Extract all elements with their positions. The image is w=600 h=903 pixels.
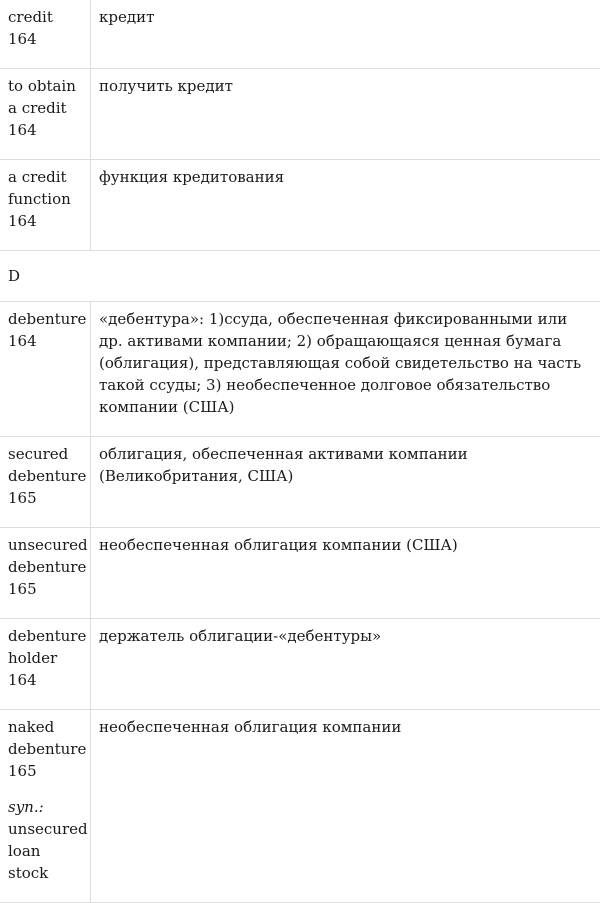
- term-cell: to obtain a credit 164: [0, 69, 91, 160]
- synonym-value: unsecured loan stock: [8, 820, 88, 882]
- term-cell: a credit function 164: [0, 160, 91, 251]
- table-row: [0, 69, 600, 160]
- term-cell: unsecured debenture 165: [0, 528, 91, 619]
- table-row: [0, 160, 600, 251]
- definition-cell: получить кредит: [91, 69, 600, 160]
- term-text: naked debenture 165: [8, 716, 83, 782]
- table-row: [0, 528, 600, 619]
- definition-cell: облигация, обеспеченная активами компании (Великобритания, США): [91, 437, 600, 528]
- table-row: [0, 437, 600, 528]
- term-cell: [0, 710, 91, 903]
- term-cell: credit 164: [0, 0, 91, 69]
- synonym-block: [8, 796, 83, 884]
- definition-cell: кредит: [91, 0, 600, 69]
- definition-cell: необеспеченная облигация компании (США): [91, 528, 600, 619]
- term-cell: debenture 164: [0, 302, 91, 437]
- definition-cell: держатель облигации-«дебентуры»: [91, 619, 600, 710]
- table-row: [0, 710, 600, 903]
- definition-cell: функция кредитования: [91, 160, 600, 251]
- term-cell: debenture holder 164: [0, 619, 91, 710]
- definition-cell: необеспеченная облигация компании: [91, 710, 600, 903]
- definition-cell: «дебентура»: 1)ссуда, обеспеченная фиксированными или др. активами компании; 2) обращающаяся ценная бумага (облигация), представляющая собой свидетельство на часть такой ссуды; 3) необеспеченное долговое обязательство компании (США): [91, 302, 600, 437]
- table-row: [0, 619, 600, 710]
- section-letter-row: [0, 251, 600, 302]
- table-row: [0, 0, 600, 69]
- term-cell: secured debenture 165: [0, 437, 91, 528]
- synonym-label: syn.:: [8, 798, 44, 816]
- section-letter: D: [0, 251, 600, 302]
- table-row: [0, 302, 600, 437]
